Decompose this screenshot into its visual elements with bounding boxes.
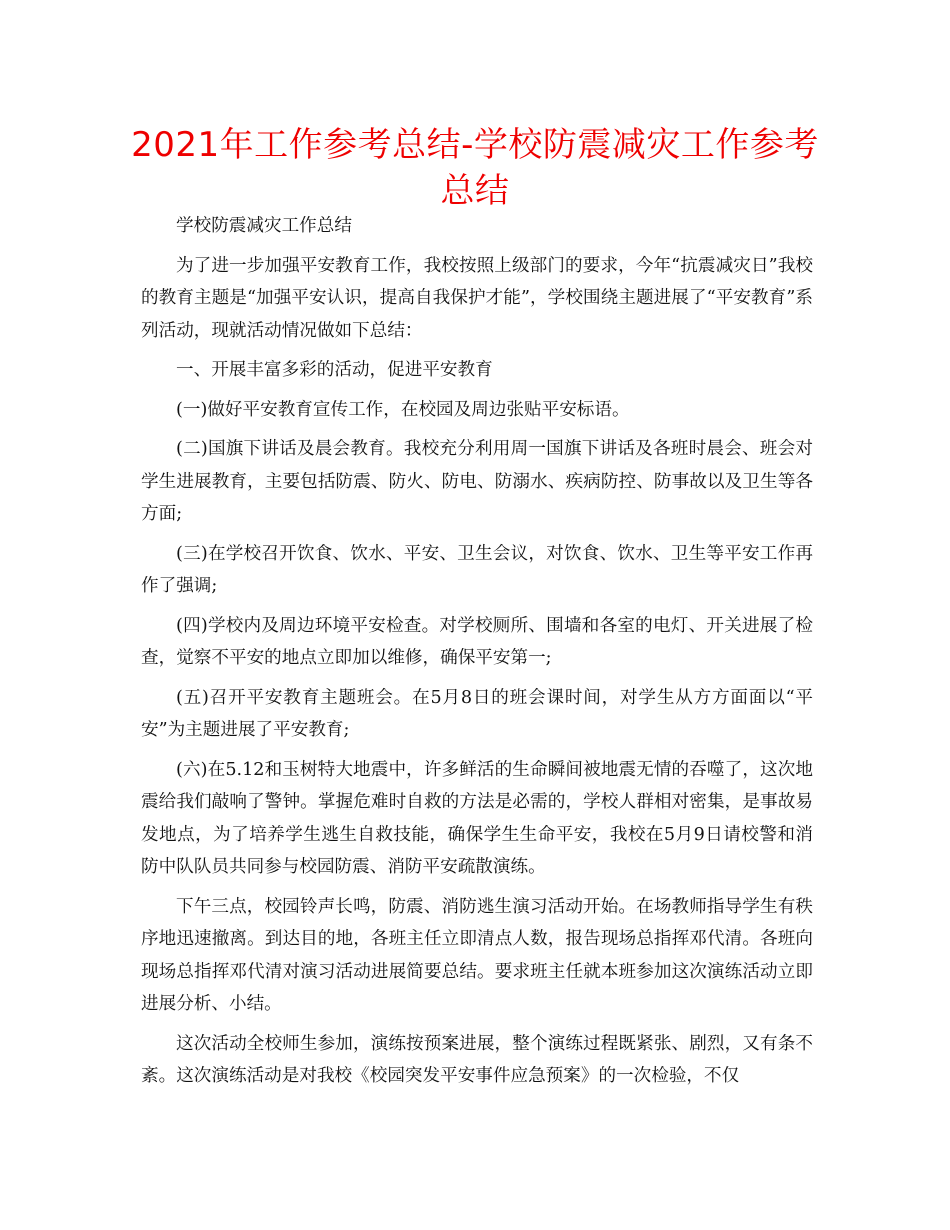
paragraph-item-6: (六)在5.12和玉树特大地震中，许多鲜活的生命瞬间被地震无情的吞噬了，这次地震给我们敲响了警钟。掌握危难时自救的方法是必需的，学校人群相对密集，是事故易发地点，为了培养学生逃生自救技能，确保学生生命平安，我校在5月9日请校警和消防中队队员共同参与校园防震、消防平安疏散演练。 [141, 759, 813, 877]
paragraph-intro: 为了进一步加强平安教育工作，我校按照上级部门的要求，今年“抗震减灾日”我校的教育主题是“加强平安认识，提高自我保护才能”，学校围绕主题进展了“平安教育”系列活动，现就活动情况做如下总结： [141, 255, 813, 341]
paragraph-item-4: (四)学校内及周边环境平安检查。对学校厕所、围墙和各室的电灯、开关进展了检查，觉察不平安的地点立即加以维修，确保平安第一; [141, 615, 813, 668]
paragraph-item-3: (三)在学校召开饮食、饮水、平安、卫生会议，对饮食、饮水、卫生等平安工作再作了强调; [141, 543, 813, 596]
document-title: 2021年工作参考总结-学校防震减灾工作参考总结 [131, 125, 819, 211]
paragraph-item-5: (五)召开平安教育主题班会。在5月8日的班会课时间，对学生从方方面面以“平安”为主题进展了平安教育; [141, 687, 813, 740]
document-body [141, 210, 813, 1100]
paragraph-item-2: (二)国旗下讲话及晨会教育。我校充分利用周一国旗下讲话及各班时晨会、班会对学生进展教育，主要包括防震、防火、防电、防溺水、疾病防控、防事故以及卫生等各方面; [141, 439, 813, 524]
paragraph-drill: 下午三点，校园铃声长鸣，防震、消防逃生演习活动开始。在场教师指导学生有秩序地迅速撤离。到达目的地，各班主任立即清点人数，报告现场总指挥邓代清。各班向现场总指挥邓代清对演习活动进展简要总结。要求班主任就本班参加这次演练活动立即进展分析、小结。 [141, 896, 813, 1014]
paragraph-summary: 这次活动全校师生参加，演练按预案进展，整个演练过程既紧张、剧烈，又有条不紊。这次演练活动是对我校《校园突发平安事件应急预案》的一次检验，不仅 [141, 1033, 813, 1086]
paragraph-item-1: (一)做好平安教育宣传工作，在校园及周边张贴平安标语。 [176, 399, 630, 420]
paragraph-subtitle: 学校防震减灾工作总结 [176, 216, 352, 236]
section-heading: 一、开展丰富多彩的活动，促进平安教育 [176, 360, 493, 380]
